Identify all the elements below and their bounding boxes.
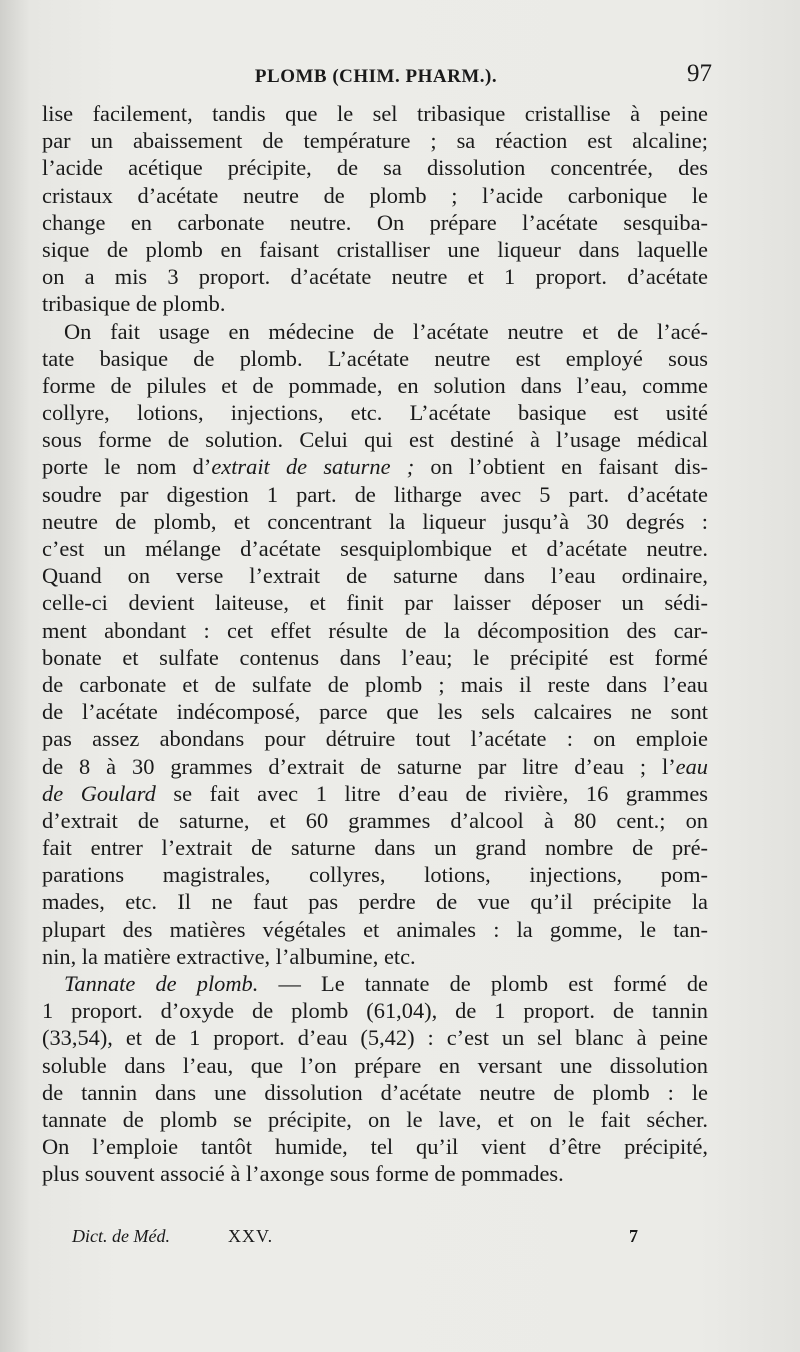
text-line: l’acide acétique précipite, de sa dissolution concentrée, des (42, 155, 708, 181)
section-heading: Tannate de plomb. (64, 971, 259, 996)
italic-term: eau (675, 753, 708, 779)
italic-term: de Goulard (42, 780, 156, 806)
text-line: fait entrer l’extrait de saturne dans un grand nombre de pré- (42, 835, 708, 861)
text-line: pas assez abondans pour détruire tout l’acétate : on emploie (42, 726, 708, 752)
running-title: PLOMB (CHIM. PHARM.). (254, 66, 498, 87)
text-line-mixed (42, 753, 708, 780)
text-line: de carbonate et de sulfate de plomb ; mais il reste dans l’eau (42, 671, 708, 697)
footer-signature-mark: 7 (629, 1226, 638, 1246)
text-line-mixed (42, 453, 708, 480)
paragraph-start-line-mixed (42, 970, 708, 997)
text-segment: — Le tannate de plomb est formé de (258, 971, 708, 996)
text-line: mades, etc. Il ne faut pas perdre de vue qu’il précipite la (42, 889, 708, 915)
text-line: c’est un mélange d’acétate sesquiplombique et d’acétate neutre. (42, 536, 708, 561)
text-line: on a mis 3 proport. d’acétate neutre et 1 proport. d’acétate (42, 264, 708, 290)
text-line: cristaux d’acétate neutre de plomb ; l’acide carbonique le (42, 182, 708, 208)
text-line: tate basique de plomb. L’acétate neutre est employé sous (42, 345, 708, 371)
text-line: plus souvent associé à l’axonge sous forme de pommades. (42, 1161, 564, 1187)
text-line: lise facilement, tandis que le sel tribasique cristallise à peine (42, 101, 708, 126)
text-line: de l’acétate indécomposé, parce que les sels calcaires ne sont (42, 699, 708, 725)
text-line: celle-ci devient laiteuse, et finit par laisser déposer un sédi- (42, 590, 708, 616)
text-line: Quand on verse l’extrait de saturne dans l’eau ordinaire, (42, 563, 708, 589)
footer-volume: XXV. (228, 1226, 274, 1246)
text-line: collyre, lotions, injections, etc. L’acétate basique est usité (42, 400, 708, 426)
text-line: soluble dans l’eau, que l’on prépare en versant une dissolution (42, 1052, 708, 1078)
text-line: sous forme de solution. Celui qui est destiné à l’usage médical (42, 427, 708, 453)
text-line: par un abaissement de température ; sa réaction est alcaline; (42, 128, 708, 154)
text-segment: de 8 à 30 grammes d’extrait de saturne par litre d’eau ; l’ (42, 753, 676, 779)
text-line: de tannin dans une dissolution d’acétate neutre de plomb : le (42, 1079, 708, 1105)
text-line: tribasique de plomb. (42, 291, 226, 317)
text-line: (33,54), et de 1 proport. d’eau (5,42) : c’est un sel blanc à peine (42, 1025, 708, 1051)
page-number: 97 (687, 60, 712, 87)
page-footer (72, 1226, 652, 1256)
text-line: parations magistrales, collyres, lotions, injections, pom- (42, 862, 708, 888)
text-line: On l’emploie tantôt humide, tel qu’il vient d’être précipité, (42, 1134, 708, 1160)
text-line: change en carbonate neutre. On prépare l’acétate sesquiba- (42, 209, 708, 235)
page-header (40, 60, 712, 94)
text-line: plupart des matières végétales et animales : la gomme, le tan- (42, 916, 708, 942)
text-line: tannate de plomb se précipite, on le lave, et on le fait sécher. (42, 1106, 708, 1132)
text-segment: on l’obtient en faisant dis- (414, 454, 708, 480)
text-line: 1 proport. d’oxyde de plomb (61,04), de 1 proport. de tannin (42, 998, 708, 1024)
text-line: sique de plomb en faisant cristalliser une liqueur dans laquelle (42, 236, 708, 262)
text-segment: porte le nom d’ (42, 454, 212, 480)
text-line-mixed (42, 780, 708, 807)
body-text (42, 100, 708, 1188)
text-line: bonate et sulfate contenus dans l’eau; le précipité est formé (42, 644, 708, 670)
text-line: soudre par digestion 1 part. de litharge avec 5 part. d’acétate (42, 481, 708, 507)
paragraph-start-line: On fait usage en médecine de l’acétate neutre et de l’acé- (64, 318, 708, 344)
text-line: ment abondant : cet effet résulte de la décomposition des car- (42, 617, 708, 643)
italic-term: extrait de saturne ; (211, 454, 415, 480)
text-line: forme de pilules et de pommade, en solution dans l’eau, comme (42, 372, 708, 398)
text-line: nin, la matière extractive, l’albumine, etc. (42, 943, 416, 969)
footer-dictionary-title: Dict. de Méd. (72, 1226, 170, 1246)
text-segment: se fait avec 1 litre d’eau de rivière, 16 grammes (155, 780, 708, 806)
text-line: neutre de plomb, et concentrant la liqueur jusqu’à 30 degrés : (42, 508, 708, 534)
text-line: d’extrait de saturne, et 60 grammes d’alcool à 80 cent.; on (42, 807, 708, 833)
